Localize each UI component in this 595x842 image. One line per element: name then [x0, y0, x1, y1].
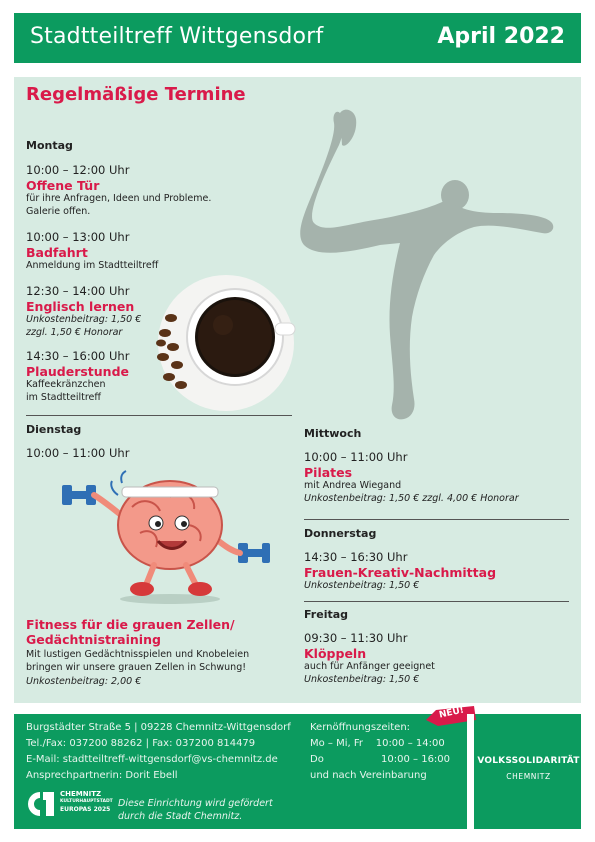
- volkssolidaritaet-logo: VOLKSSOLIDARITÄT CHEMNITZ: [477, 756, 580, 781]
- event-pilates: [304, 449, 574, 505]
- divider: [26, 415, 292, 416]
- chemnitz-logo-icon: [26, 790, 56, 818]
- event-time: 14:30 – 16:30 Uhr: [304, 550, 408, 564]
- event-englisch: [26, 283, 296, 339]
- funding-note: Diese Einrichtung wird gefördert durch die Stadt Chemnitz.: [118, 798, 273, 822]
- email-link[interactable]: E-Mail: stadtteiltreff-wittgensdorf@vs-chemnitz.de: [26, 754, 278, 765]
- hours-line: Mo – Mi, Fr 10:00 – 14:00: [310, 738, 445, 749]
- chemnitz-logo-text: CHEMNITZ KULTURHAUPTSTADT EUROPAS 2025: [60, 790, 113, 813]
- day-monday: Montag: [26, 139, 73, 152]
- event-badfahrt: [26, 229, 296, 273]
- event-name: Frauen-Kreativ-Nachmittag: [304, 565, 497, 580]
- event-fee: zzgl. 1,50 € Honorar: [26, 326, 123, 338]
- event-desc: im Stadtteiltreff: [26, 391, 101, 403]
- day-tuesday: Dienstag: [26, 423, 82, 436]
- event-fee: Unkostenbeitrag: 1,50 €: [26, 314, 142, 325]
- event-time: 10:00 – 13:00 Uhr: [26, 230, 130, 244]
- hours-line: und nach Vereinbarung: [310, 770, 427, 781]
- event-name: Plauderstunde: [26, 364, 130, 379]
- month-label: April 2022: [437, 24, 565, 49]
- schedule-panel: [14, 77, 581, 703]
- brain-dumbbell-icon: [60, 467, 270, 607]
- section-title: Regelmäßige Termine: [26, 84, 246, 105]
- day-wednesday: Mittwoch: [304, 427, 362, 440]
- event-plauderstunde: [26, 348, 296, 404]
- day-friday: Freitag: [304, 608, 349, 621]
- yoga-silhouette-icon: [284, 105, 569, 425]
- contact-person: Ansprechpartnerin: Dorit Ebell: [26, 770, 178, 781]
- event-frauen-kreativ: [304, 549, 574, 593]
- event-desc: für ihre Anfragen, Ideen und Probleme.: [26, 193, 212, 204]
- event-desc: Mit lustigen Gedächtnisspielen und Knobeleien: [26, 649, 250, 660]
- event-time: 09:30 – 11:30 Uhr: [304, 631, 408, 645]
- event-name: Fitness für die grauen Zellen/: [26, 617, 235, 632]
- footer: [14, 705, 581, 829]
- event-fee: Unkostenbeitrag: 2,00 €: [26, 676, 142, 687]
- hours-title: Kernöffnungszeiten:: [310, 722, 411, 733]
- event-fee: Unkostenbeitrag: 1,50 €: [304, 580, 420, 591]
- event-desc: bringen wir unsere grauen Zellen in Schwung!: [26, 661, 247, 673]
- event-fee: Unkostenbeitrag: 1,50 €: [304, 673, 420, 685]
- event-time: 10:00 – 12:00 Uhr: [26, 163, 130, 177]
- event-name: Offene Tür: [26, 178, 100, 193]
- event-time: 12:30 – 14:00 Uhr: [26, 284, 130, 298]
- divider: [304, 519, 569, 520]
- phone: Tel./Fax: 037200 88262 | Fax: 037200 814479: [26, 738, 256, 749]
- day-thursday: Donnerstag: [304, 527, 377, 540]
- event-name: Englisch lernen: [26, 299, 135, 314]
- event-time: 14:30 – 16:00 Uhr: [26, 349, 130, 363]
- event-kloeppeln: [304, 630, 574, 686]
- event-desc: Galerie offen.: [26, 205, 91, 217]
- event-desc: mit Andrea Wiegand: [304, 480, 402, 491]
- hours-line: Do 10:00 – 16:00: [310, 754, 451, 765]
- event-name: Gedächtnistraining: [26, 632, 161, 647]
- event-desc: auch für Anfänger geeignet: [304, 661, 435, 672]
- divider: [304, 601, 569, 602]
- page-title: Stadtteiltreff Wittgensdorf: [30, 24, 324, 49]
- header-banner: [14, 13, 581, 63]
- divider-bar: [467, 714, 474, 829]
- event-name: Klöppeln: [304, 646, 367, 661]
- event-offene-tuer: [26, 162, 296, 218]
- event-name: Pilates: [304, 465, 353, 480]
- event-fee: Unkostenbeitrag: 1,50 € zzgl. 4,00 € Honorar: [304, 492, 519, 504]
- event-desc: Anmeldung im Stadtteiltreff: [26, 260, 159, 271]
- event-name: Badfahrt: [26, 245, 88, 260]
- event-time: 10:00 – 11:00 Uhr: [304, 450, 408, 464]
- new-badge-label: NEU!: [438, 705, 465, 721]
- event-time: 10:00 – 11:00 Uhr: [26, 446, 130, 460]
- event-fitness-grauen-zellen: [26, 617, 306, 689]
- event-desc: Kaffeekränzchen: [26, 379, 106, 390]
- address: Burgstädter Straße 5 | 09228 Chemnitz-Wittgensdorf: [26, 722, 291, 733]
